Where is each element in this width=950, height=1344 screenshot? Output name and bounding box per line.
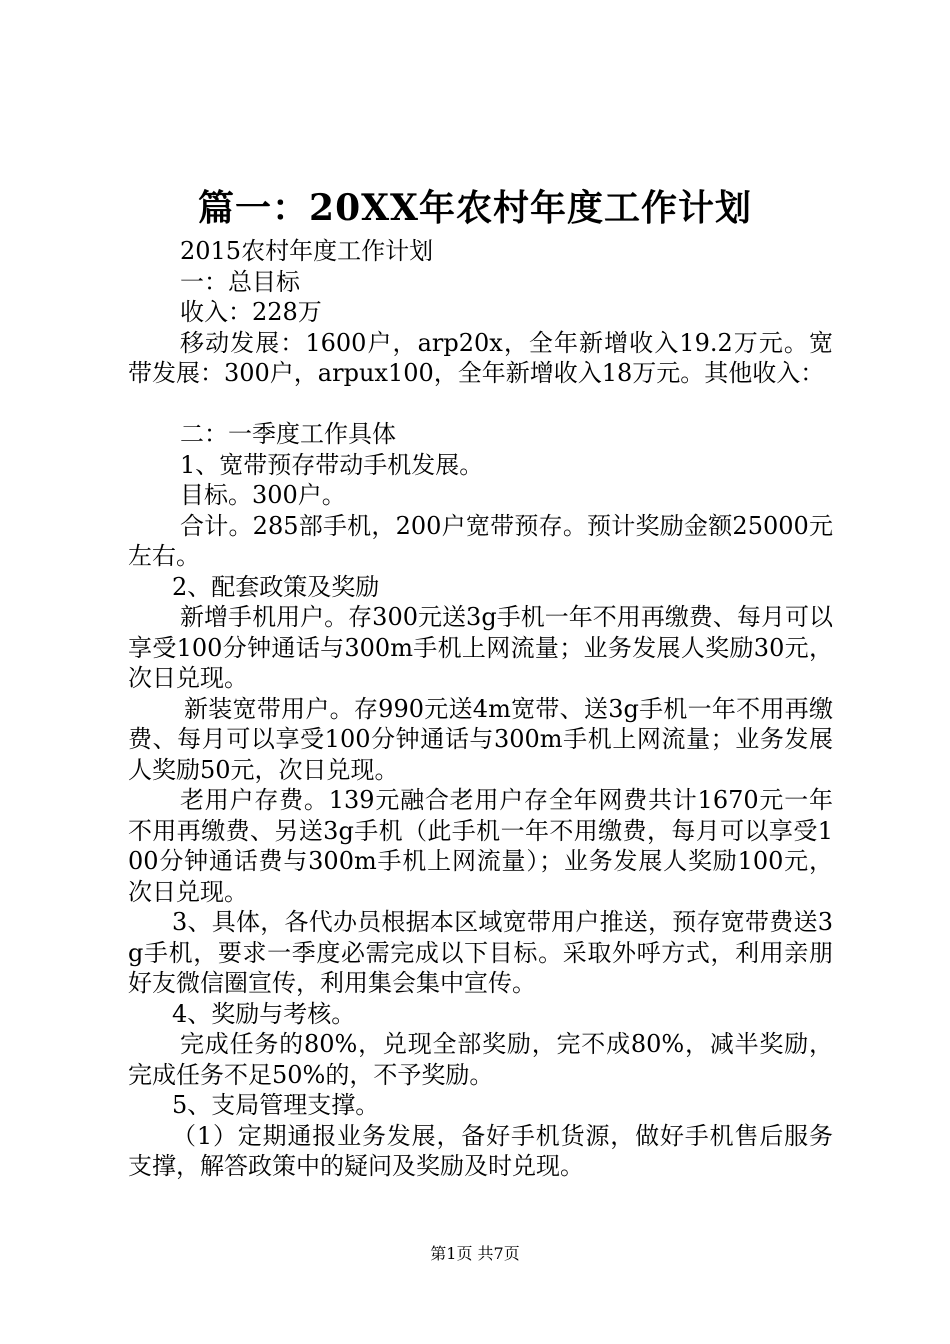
document-body xyxy=(128,236,833,1182)
document-title: 篇一：20XX年农村年度工作计划 xyxy=(198,187,752,229)
item-5-heading: 5、支局管理支撑。 xyxy=(172,1091,380,1119)
reward-assessment-paragraph: 完成任务的80%，兑现全部奖励，完不成80%，减半奖励，完成任务不足50%的，不予奖励。 xyxy=(128,1030,833,1089)
plan-year-heading: 2015农村年度工作计划 xyxy=(180,237,434,265)
section-heading-overall-goal: 一：总目标 xyxy=(180,267,300,296)
development-targets-paragraph: 移动发展：1600户，arp20x，全年新增收入19.2万元。宽带发展：300户，arpux100，全年新增收入18万元。其他收入： xyxy=(128,328,833,387)
item-1-heading: 1、宽带预存带动手机发展。 xyxy=(180,450,484,479)
page-number-footer: 第1页 共7页 xyxy=(430,1244,520,1263)
item-1-target: 目标。300户。 xyxy=(180,481,346,509)
income-target: 收入：228万 xyxy=(180,298,322,326)
item-5-sub-1-paragraph: （1）定期通报业务发展，备好手机货源，做好手机售后服务支撑，解答政策中的疑问及奖励及时兑现。 xyxy=(128,1121,833,1180)
new-broadband-user-policy: 新装宽带用户。存990元送4m宽带、送3g手机一年不用再缴费、每月可以享受100分钟通话与300m手机上网流量；业务发展人奖励50元，次日兑现。 xyxy=(128,694,833,784)
existing-user-deposit-policy: 老用户存费。139元融合老用户存全年网费共计1670元一年不用再缴费、另送3g手机（此手机一年不用缴费，每月可以享受100分钟通话费与300m手机上网流量）；业务发展人奖励100元，次日兑现。 xyxy=(128,786,833,906)
paragraph-gap xyxy=(128,389,833,420)
item-2-heading: 2、配套政策及奖励 xyxy=(172,572,380,601)
item-4-heading: 4、奖励与考核。 xyxy=(172,999,356,1028)
item-1-total: 合计。285部手机，200户宽带预存。预计奖励金额25000元左右。 xyxy=(128,511,833,570)
new-mobile-user-policy: 新增手机用户。存300元送3g手机一年不用再缴费、每月可以享受100分钟通话与300m手机上网流量；业务发展人奖励30元，次日兑现。 xyxy=(128,603,833,692)
item-3-paragraph: 3、具体，各代办员根据本区域宽带用户推送，预存宽带费送3g手机，要求一季度必需完成以下目标。采取外呼方式，利用亲朋好友微信圈宣传，利用集会集中宣传。 xyxy=(128,908,833,997)
section-heading-first-quarter: 二：一季度工作具体 xyxy=(180,420,396,448)
